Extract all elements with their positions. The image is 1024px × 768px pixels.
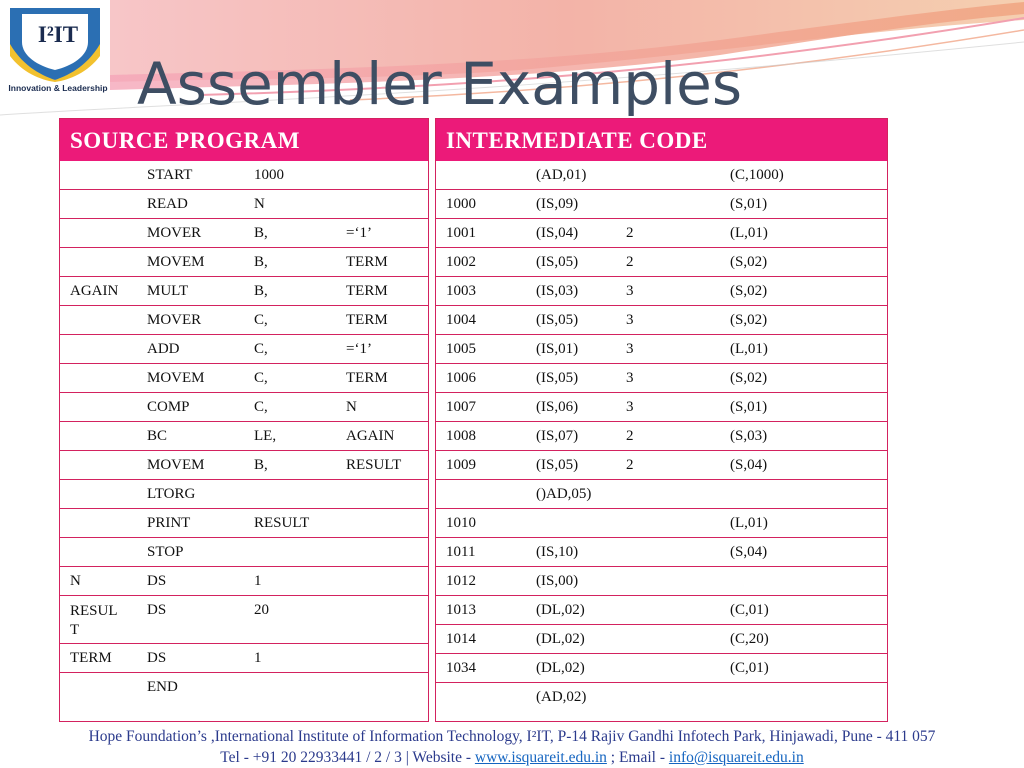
source-row bbox=[60, 277, 428, 306]
ic-cell: 1004 bbox=[446, 312, 476, 328]
email-link[interactable]: info@isquareit.edu.in bbox=[668, 749, 804, 766]
source-cell: MOVEM bbox=[147, 370, 205, 386]
ic-cell: (C,01) bbox=[730, 602, 769, 618]
ic-cell: 1013 bbox=[446, 602, 476, 618]
source-cell: MULT bbox=[147, 283, 189, 299]
source-row bbox=[60, 673, 428, 707]
source-row bbox=[60, 596, 428, 644]
source-cell: START bbox=[147, 167, 193, 183]
source-program-heading: SOURCE PROGRAM bbox=[60, 119, 428, 161]
source-cell: STOP bbox=[147, 544, 184, 560]
ic-cell: (IS,03) bbox=[536, 283, 579, 299]
ic-cell: 2 bbox=[626, 457, 634, 473]
ic-cell: (L,01) bbox=[730, 515, 768, 531]
ic-row bbox=[436, 422, 887, 451]
source-cell: MOVEM bbox=[147, 457, 205, 473]
intermediate-code-heading: INTERMEDIATE CODE bbox=[436, 119, 887, 161]
source-cell: DS bbox=[147, 650, 167, 666]
source-row bbox=[60, 364, 428, 393]
ic-cell: (S,01) bbox=[730, 399, 768, 415]
ic-row bbox=[436, 625, 887, 654]
ic-cell: (IS,09) bbox=[536, 196, 579, 212]
source-cell: MOVER bbox=[147, 312, 202, 328]
source-cell: C, bbox=[254, 370, 268, 386]
source-cell: 1 bbox=[254, 573, 262, 589]
ic-cell: (C,01) bbox=[730, 660, 769, 676]
ic-cell: 1034 bbox=[446, 660, 476, 676]
ic-cell: 1009 bbox=[446, 457, 476, 473]
ic-cell: 1001 bbox=[446, 225, 476, 241]
ic-cell: (S,03) bbox=[730, 428, 768, 444]
ic-cell: (IS,05) bbox=[536, 457, 579, 473]
source-row bbox=[60, 161, 428, 190]
ic-cell: (IS,07) bbox=[536, 428, 579, 444]
ic-row bbox=[436, 335, 887, 364]
ic-cell: (C,1000) bbox=[730, 167, 784, 183]
ic-cell: (IS,10) bbox=[536, 544, 579, 560]
source-cell: TERM bbox=[70, 650, 112, 666]
ic-cell: 3 bbox=[626, 341, 634, 357]
ic-cell: 2 bbox=[626, 225, 634, 241]
source-program-table bbox=[59, 118, 429, 722]
ic-cell: 3 bbox=[626, 283, 634, 299]
ic-cell: (AD,02) bbox=[536, 689, 587, 705]
ic-row bbox=[436, 393, 887, 422]
source-cell: N bbox=[346, 399, 357, 415]
source-cell: TERM bbox=[346, 254, 388, 270]
source-row bbox=[60, 422, 428, 451]
source-cell: TERM bbox=[346, 370, 388, 386]
ic-cell: (IS,05) bbox=[536, 370, 579, 386]
source-cell: READ bbox=[147, 196, 188, 212]
ic-cell: (C,20) bbox=[730, 631, 769, 647]
ic-cell: 1003 bbox=[446, 283, 476, 299]
ic-row bbox=[436, 451, 887, 480]
slide-title: Assembler Examples bbox=[137, 50, 743, 118]
ic-row bbox=[436, 277, 887, 306]
ic-cell: (DL,02) bbox=[536, 602, 585, 618]
source-cell: =‘1’ bbox=[346, 341, 372, 357]
ic-cell: 1014 bbox=[446, 631, 476, 647]
source-cell: RESULT bbox=[346, 457, 402, 473]
source-cell: DS bbox=[147, 573, 167, 589]
intermediate-code-table bbox=[435, 118, 888, 722]
ic-cell: ()AD,05) bbox=[536, 486, 592, 502]
ic-cell: (L,01) bbox=[730, 341, 768, 357]
source-cell: RESULT bbox=[254, 515, 310, 531]
source-row bbox=[60, 219, 428, 248]
ic-row bbox=[436, 596, 887, 625]
ic-row bbox=[436, 654, 887, 683]
ic-cell: (IS,01) bbox=[536, 341, 579, 357]
ic-cell: (S,02) bbox=[730, 254, 768, 270]
ic-row bbox=[436, 190, 887, 219]
ic-cell: (IS,06) bbox=[536, 399, 579, 415]
source-row bbox=[60, 538, 428, 567]
ic-cell: (IS,05) bbox=[536, 312, 579, 328]
source-cell: TERM bbox=[346, 312, 388, 328]
source-cell: TERM bbox=[346, 283, 388, 299]
ic-row bbox=[436, 480, 887, 509]
institute-logo bbox=[4, 4, 106, 98]
ic-cell: 1007 bbox=[446, 399, 476, 415]
ic-cell: (DL,02) bbox=[536, 660, 585, 676]
footer-contact bbox=[0, 749, 1024, 767]
ic-cell: (S,02) bbox=[730, 312, 768, 328]
source-row bbox=[60, 335, 428, 364]
ic-cell: (L,01) bbox=[730, 225, 768, 241]
source-cell: AGAIN bbox=[70, 283, 119, 299]
source-cell: PRINT bbox=[147, 515, 191, 531]
footer-email-label: ; Email - bbox=[606, 749, 669, 766]
source-row bbox=[60, 451, 428, 480]
source-row bbox=[60, 248, 428, 277]
source-cell: AGAIN bbox=[346, 428, 395, 444]
logo-tagline: Innovation & Leadership bbox=[8, 83, 108, 93]
source-row bbox=[60, 567, 428, 596]
source-row bbox=[60, 480, 428, 509]
footer-address: Hope Foundation’s ,International Institute of Information Technology, I²IT, P-14 Rajiv Gandhi Infotech Park, Hinjawadi, Pune - 411 057 bbox=[88, 728, 936, 745]
ic-cell: 3 bbox=[626, 312, 634, 328]
footer-tel: Tel - +91 20 22933441 / 2 / 3 | Website - bbox=[220, 749, 475, 766]
source-cell: 1 bbox=[254, 650, 262, 666]
source-cell: B, bbox=[254, 254, 268, 270]
ic-cell: (IS,05) bbox=[536, 254, 579, 270]
source-cell: =‘1’ bbox=[346, 225, 372, 241]
ic-cell: (IS,04) bbox=[536, 225, 579, 241]
ic-row bbox=[436, 567, 887, 596]
source-row bbox=[60, 509, 428, 538]
ic-cell: 2 bbox=[626, 428, 634, 444]
source-cell: MOVEM bbox=[147, 254, 205, 270]
source-cell: DS bbox=[147, 602, 167, 618]
source-cell: B, bbox=[254, 283, 268, 299]
ic-row bbox=[436, 364, 887, 393]
ic-cell: (IS,00) bbox=[536, 573, 579, 589]
ic-cell: 1010 bbox=[446, 515, 476, 531]
ic-row bbox=[436, 306, 887, 335]
ic-cell: 1005 bbox=[446, 341, 476, 357]
ic-cell: (S,04) bbox=[730, 457, 768, 473]
ic-cell: 3 bbox=[626, 370, 634, 386]
ic-row bbox=[436, 219, 887, 248]
source-cell: 1000 bbox=[254, 167, 284, 183]
ic-row bbox=[436, 683, 887, 717]
website-link[interactable]: www.isquareit.edu.in bbox=[474, 749, 607, 766]
source-cell: C, bbox=[254, 399, 268, 415]
source-cell: RESUL T bbox=[70, 603, 118, 638]
ic-cell: 1011 bbox=[446, 544, 476, 560]
ic-cell: 1012 bbox=[446, 573, 476, 589]
ic-cell: 1006 bbox=[446, 370, 476, 386]
source-cell: N bbox=[70, 573, 81, 589]
ic-cell: (S,02) bbox=[730, 283, 768, 299]
source-row bbox=[60, 306, 428, 335]
ic-cell: (AD,01) bbox=[536, 167, 587, 183]
source-cell: COMP bbox=[147, 399, 190, 415]
source-cell: N bbox=[254, 196, 265, 212]
ic-cell: 1002 bbox=[446, 254, 476, 270]
ic-row bbox=[436, 161, 887, 190]
source-row bbox=[60, 644, 428, 673]
source-cell: BC bbox=[147, 428, 168, 444]
ic-row bbox=[436, 248, 887, 277]
source-cell: C, bbox=[254, 341, 268, 357]
source-cell: ADD bbox=[147, 341, 180, 357]
source-cell: C, bbox=[254, 312, 268, 328]
source-cell: MOVER bbox=[147, 225, 202, 241]
logo-name: I²IT bbox=[37, 22, 79, 47]
source-cell: B, bbox=[254, 457, 268, 473]
ic-cell: 3 bbox=[626, 399, 634, 415]
ic-row bbox=[436, 509, 887, 538]
ic-cell: (S,01) bbox=[730, 196, 768, 212]
source-cell: LE, bbox=[254, 428, 277, 444]
ic-row bbox=[436, 538, 887, 567]
ic-cell: 1000 bbox=[446, 196, 476, 212]
ic-cell: (DL,02) bbox=[536, 631, 585, 647]
ic-cell: (S,04) bbox=[730, 544, 768, 560]
source-row bbox=[60, 190, 428, 219]
ic-cell: (S,02) bbox=[730, 370, 768, 386]
source-row bbox=[60, 393, 428, 422]
source-cell: 20 bbox=[254, 602, 269, 618]
source-cell: END bbox=[147, 679, 178, 695]
ic-cell: 1008 bbox=[446, 428, 476, 444]
ic-cell: 2 bbox=[626, 254, 634, 270]
source-cell: LTORG bbox=[147, 486, 196, 502]
source-cell: B, bbox=[254, 225, 268, 241]
